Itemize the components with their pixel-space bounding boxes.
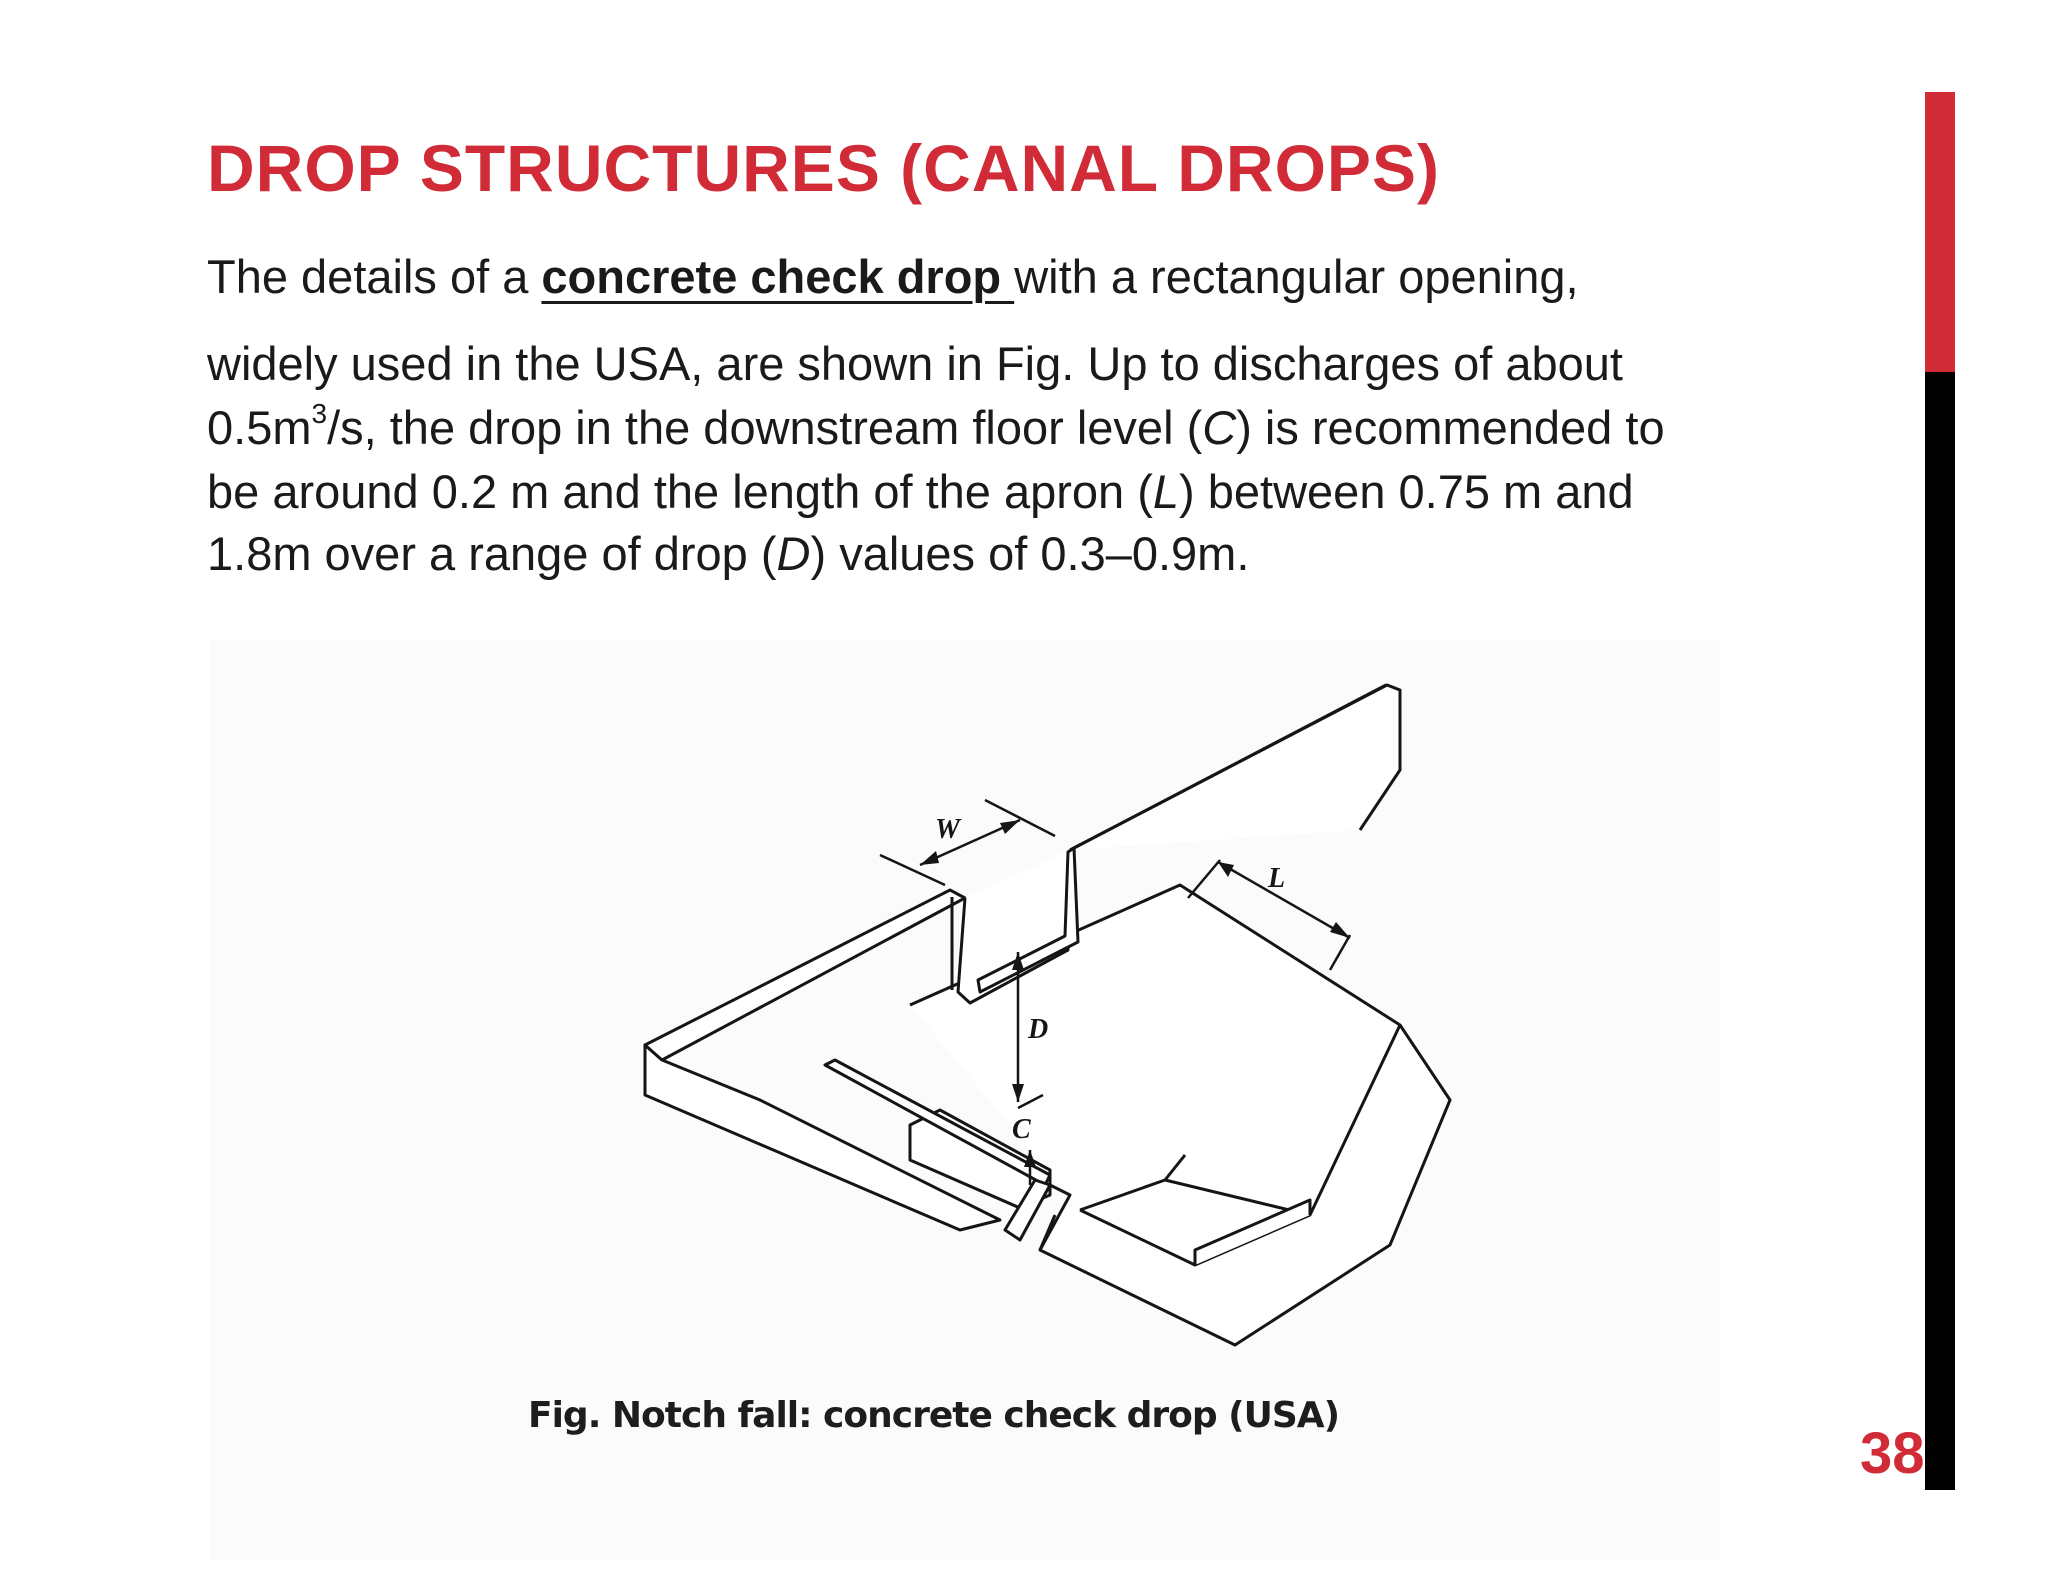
- label-l: L: [1268, 863, 1286, 894]
- emphasis-concrete-check-drop: concrete check drop: [541, 250, 1015, 303]
- page-number: 38: [1860, 1421, 1925, 1486]
- body-line-5-post: ) values of 0.3–0.9m.: [810, 527, 1250, 580]
- body-line-2: widely used in the USA, are shown in Fig. Up to discharges of about: [207, 337, 1623, 390]
- arrowhead-w-right: [1000, 820, 1020, 834]
- body-line-4-post: ) between 0.75 m and: [1179, 465, 1634, 518]
- body-line-3-post: ) is recommended to: [1236, 401, 1665, 454]
- variable-d: D: [776, 527, 811, 580]
- body-line-5-pre: 1.8m over a range of drop (: [207, 527, 777, 580]
- wingwall-top: [645, 890, 965, 1060]
- body-line-4: [207, 460, 1634, 524]
- slide-title: DROP STRUCTURES (CANAL DROPS): [207, 131, 1440, 205]
- figure-caption: Fig. Notch fall: concrete check drop (USA): [528, 1395, 1340, 1436]
- body-line-3-mid: /s, the drop in the downstream floor level (: [327, 401, 1203, 454]
- label-c: C: [1012, 1114, 1031, 1145]
- notch-fall-figure: [210, 640, 1720, 1560]
- sidebar-accent-red: [1925, 92, 1955, 372]
- body-line-4-pre: be around 0.2 m and the length of the apron (: [207, 465, 1153, 518]
- superscript-3: 3: [311, 398, 328, 430]
- sidebar-accent-black: [1925, 372, 1955, 1490]
- body-line-3-pre: 0.5m: [207, 401, 312, 454]
- label-d: D: [1028, 1014, 1049, 1045]
- variable-l: L: [1152, 465, 1180, 518]
- body-line-3: [207, 396, 1665, 460]
- body-line-1-pre: The details of a: [207, 250, 542, 303]
- body-line-1-post: with a rectangular opening,: [1014, 250, 1579, 303]
- variable-c: C: [1202, 401, 1237, 454]
- label-w: W: [935, 814, 960, 845]
- l-extension-left: [1188, 860, 1220, 898]
- arrowhead-l-left: [1218, 862, 1234, 877]
- l-extension-right: [1330, 935, 1350, 970]
- arrowhead-w-left: [920, 851, 939, 865]
- arrowhead-l-right: [1330, 922, 1350, 938]
- body-line-5: [207, 522, 1249, 586]
- body-line-1: [207, 245, 1579, 309]
